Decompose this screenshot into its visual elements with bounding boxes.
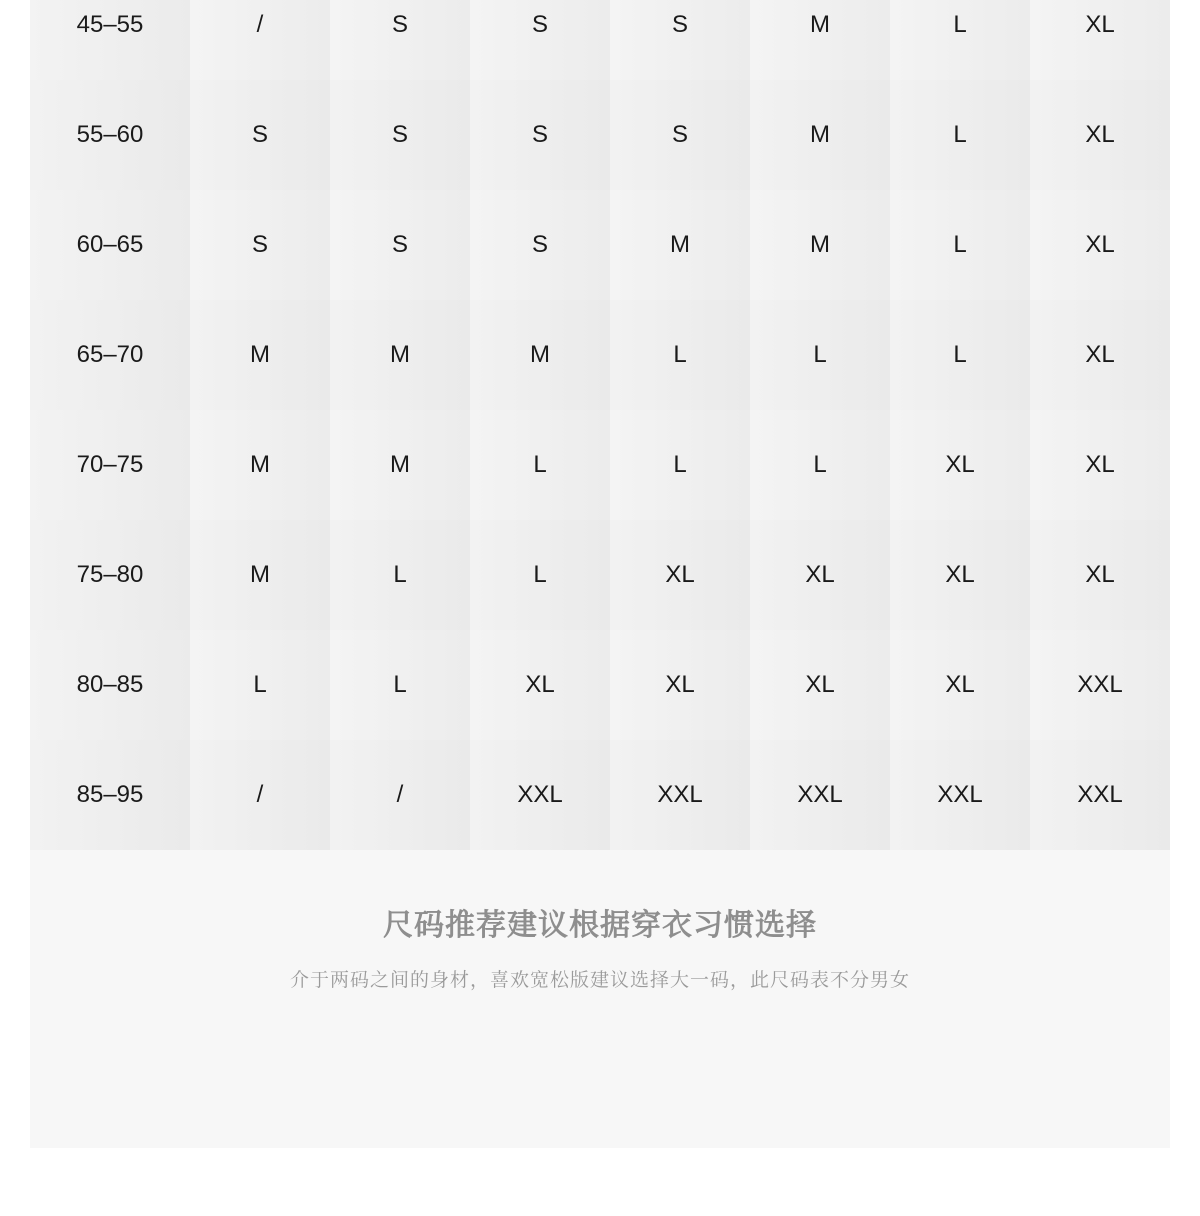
size-cell: XL <box>610 630 750 740</box>
size-cell: M <box>610 190 750 300</box>
size-cell: XL <box>750 630 890 740</box>
size-cell: S <box>610 80 750 190</box>
size-cell: XXL <box>890 740 1030 850</box>
size-cell: XL <box>890 630 1030 740</box>
size-cell: M <box>190 300 330 410</box>
size-cell: L <box>750 300 890 410</box>
size-cell: S <box>330 0 470 80</box>
size-cell: M <box>330 410 470 520</box>
size-cell: XL <box>750 520 890 630</box>
size-cell: M <box>750 190 890 300</box>
size-table-body <box>30 0 1170 850</box>
size-cell: XL <box>1030 190 1170 300</box>
size-cell: XXL <box>750 740 890 850</box>
size-cell: L <box>890 300 1030 410</box>
weight-range-cell: 80–85 <box>30 630 190 740</box>
size-cell: S <box>470 0 610 80</box>
weight-range-cell: 70–75 <box>30 410 190 520</box>
size-cell: M <box>470 300 610 410</box>
size-cell: XL <box>1030 300 1170 410</box>
size-chart-panel <box>30 0 1170 1148</box>
size-cell: XL <box>610 520 750 630</box>
size-cell: XL <box>1030 520 1170 630</box>
size-cell: XL <box>1030 80 1170 190</box>
size-cell: XL <box>890 410 1030 520</box>
size-cell: L <box>190 630 330 740</box>
table-row <box>30 520 1170 630</box>
size-note-subtitle: 介于两码之间的身材，喜欢宽松版建议选择大一码，此尺码表不分男女 <box>289 969 910 991</box>
size-cell: L <box>470 410 610 520</box>
size-cell: S <box>330 80 470 190</box>
weight-range-cell: 85–95 <box>30 740 190 850</box>
size-cell: / <box>330 740 470 850</box>
size-cell: L <box>890 190 1030 300</box>
size-cell: XL <box>470 630 610 740</box>
size-cell: L <box>890 80 1030 190</box>
size-cell: L <box>330 630 470 740</box>
weight-range-cell: 45–55 <box>30 0 190 80</box>
weight-range-cell: 65–70 <box>30 300 190 410</box>
size-cell: S <box>470 80 610 190</box>
size-cell: S <box>610 0 750 80</box>
size-note-title: 尺码推荐建议根据穿衣习惯选择 <box>383 908 817 943</box>
size-cell: M <box>190 520 330 630</box>
table-row <box>30 410 1170 520</box>
table-row <box>30 740 1170 850</box>
table-row <box>30 0 1170 80</box>
table-row <box>30 300 1170 410</box>
weight-range-cell: 75–80 <box>30 520 190 630</box>
size-cell: M <box>750 0 890 80</box>
size-cell: M <box>330 300 470 410</box>
size-cell: L <box>750 410 890 520</box>
table-row <box>30 190 1170 300</box>
size-cell: L <box>610 410 750 520</box>
size-cell: XXL <box>1030 740 1170 850</box>
size-recommendation-table <box>30 0 1170 850</box>
size-cell: S <box>190 80 330 190</box>
size-cell: XL <box>890 520 1030 630</box>
size-cell: L <box>470 520 610 630</box>
size-cell: S <box>470 190 610 300</box>
size-cell: XL <box>1030 410 1170 520</box>
size-cell: S <box>330 190 470 300</box>
weight-range-cell: 60–65 <box>30 190 190 300</box>
size-cell: / <box>190 740 330 850</box>
table-row <box>30 630 1170 740</box>
size-cell: L <box>890 0 1030 80</box>
table-row <box>30 80 1170 190</box>
weight-range-cell: 55–60 <box>30 80 190 190</box>
size-cell: L <box>330 520 470 630</box>
size-cell: S <box>190 190 330 300</box>
size-cell: M <box>750 80 890 190</box>
size-cell: XXL <box>610 740 750 850</box>
size-cell: XXL <box>1030 630 1170 740</box>
size-cell: M <box>190 410 330 520</box>
size-cell: / <box>190 0 330 80</box>
size-cell: L <box>610 300 750 410</box>
size-cell: XXL <box>470 740 610 850</box>
size-cell: XL <box>1030 0 1170 80</box>
